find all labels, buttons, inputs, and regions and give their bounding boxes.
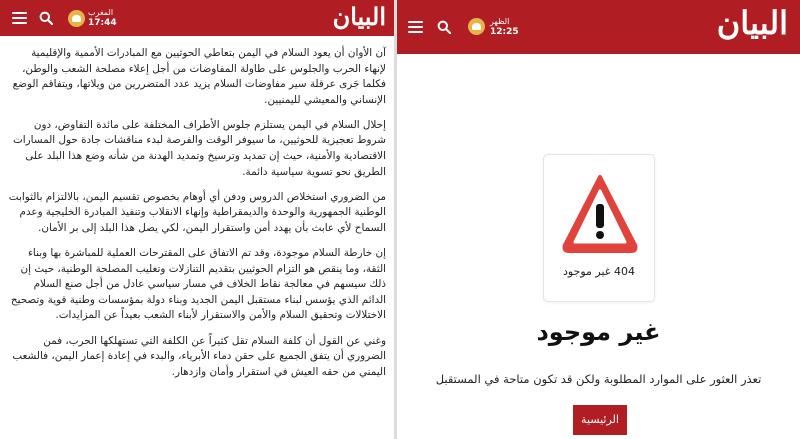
prayer-name: الظهر xyxy=(490,17,510,26)
article-paragraph: من الضروري استخلاص الدروس ودفن أي أوهام بخصوص تقسيم اليمن، بالالتزام بالثوابت الوطنية الجمهورية والوحدة والديمقراطية وإنهاء الانقلاب وتنفيذ المبادرة الخليجية وعدم السماح لأي عابث بأن يهدد أمن واستقرار اليمن، لكي يصل هذا البلد إلى بر الأمان. xyxy=(8,190,386,234)
article-body xyxy=(8,46,386,390)
prayer-time-widget[interactable] xyxy=(490,17,519,38)
error-code: 404 غير موجود xyxy=(562,265,636,278)
article-paragraph: آن الأوان أن يعود السلام في اليمن بتعاطي الحوثيين مع المبادرات الأممية والإقليمية لإنهاء الحرب والجلوس على طاولة المفاوضات من أجل إعلاء مصلحة الشعب والوطن، فكلما جَرى عرقلة سير مفاوضات السلام يزيد عدد المتضررين من ويلاتها، ويتفاقم الوضع الإنساني والمعيشي لليمنيين. xyxy=(12,47,386,106)
error-description: تعذر العثور على الموارد المطلوبة ولكن قد تكون متاحة في المستقبل xyxy=(435,372,762,386)
prayer-time-icon xyxy=(68,10,85,27)
not-found-page-panel xyxy=(397,0,800,439)
site-logo[interactable]: البيان xyxy=(332,2,386,31)
article-page-panel xyxy=(0,0,394,439)
article-paragraph: إحلال السلام في اليمن يستلزم جلوس الأطراف المختلفة على مائدة التفاوض، دون شروط تعجيزية للحوثيين، ما سيوفر الوقت والفرصة لبدء مناقشات جادة حول المسارات الاقتصادية والأمنية، حيث إن تمديد وترسيخ وتمديد الهدنة من شأنه وضع هذا البلد على الطريق نحو تسوية سياسية دائمة. xyxy=(12,118,386,178)
site-logo[interactable]: البيان xyxy=(716,4,788,42)
error-title: غير موجود xyxy=(536,318,661,346)
menu-icon[interactable] xyxy=(408,21,423,33)
article-paragraph: إن خارطة السلام موجودة، وقد تم الاتفاق على المقترحات العملية للمباشرة بها وبناء الثقة، وما ينقص هو التزام الحوثيين بتقديم التنازلات وتغليب المصلحة الوطنية، حيث إن ذلك سيسهم في معالجة نقاط الخلاف في مسار سياسي عادل من أجل صنع السلام الدائم الذي يؤسس لبناء مستقبل اليمن الجديد وبناء دولة بمؤسسات وطنية قوية وتصحيح الاختلالات وتحقيق السلام والأمن والاستقرار لأبناء الشعب بعيداً عن المزايدات. xyxy=(10,247,386,322)
prayer-time: 17:44 xyxy=(88,18,117,28)
search-icon[interactable] xyxy=(39,11,53,25)
home-button[interactable]: الرئيسية xyxy=(573,405,627,435)
search-icon[interactable] xyxy=(437,20,451,34)
warning-icon xyxy=(562,171,638,261)
menu-icon[interactable] xyxy=(12,12,27,24)
prayer-name: المغرب xyxy=(88,8,114,17)
article-paragraph: وغني عن القول أن كلفة السلام تقل كثيراً عن الكلفة التي تستهلكها الحرب، فمن الضروري أن يتفق الجميع على حقن دماء الأبرياء، والبدء في إعادة إعمار اليمن، فالشعب اليمني من حقه العيش في استقرار وأمان وازدهار. xyxy=(12,334,386,378)
top-bar xyxy=(397,0,800,54)
prayer-time: 12:25 xyxy=(490,27,519,37)
prayer-time-widget[interactable] xyxy=(88,8,117,29)
prayer-time-icon xyxy=(468,18,485,35)
error-card xyxy=(543,154,655,302)
top-bar xyxy=(0,0,394,36)
